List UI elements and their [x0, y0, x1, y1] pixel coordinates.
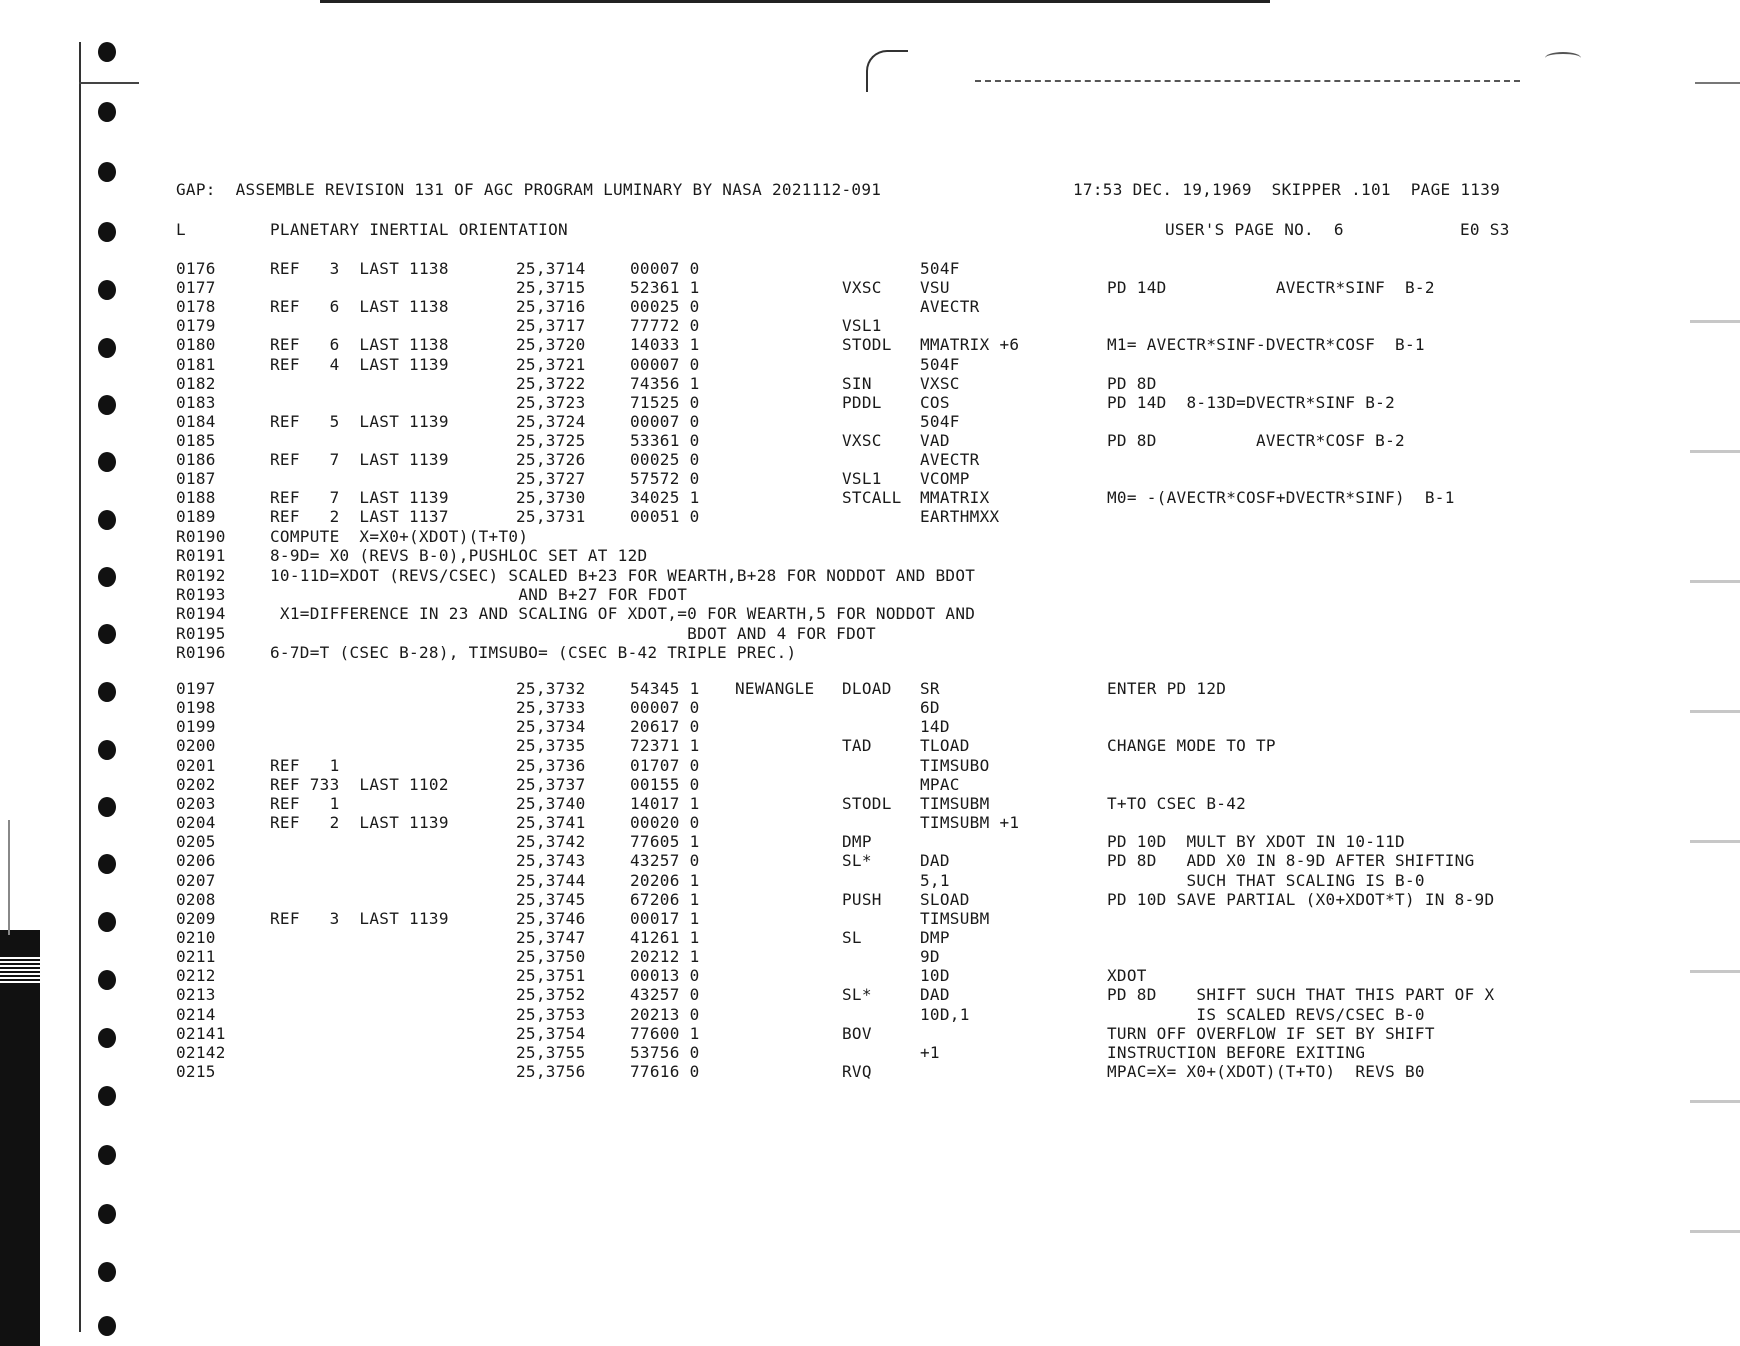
opcode: VSL1 — [842, 469, 882, 489]
operand: +1 — [920, 1042, 940, 1062]
comment: SUCH THAT SCALING IS B-0 — [1107, 870, 1425, 890]
top-edge-line — [320, 0, 1270, 3]
comment: PD 14D 8-13D=DVECTR*SINF B-2 — [1107, 392, 1396, 412]
opcode: STCALL — [842, 488, 902, 508]
section-title: PLANETARY INERTIAL ORIENTATION — [270, 220, 568, 239]
ref-info: REF 2 LAST 1137 — [270, 507, 449, 527]
operand: MMATRIX — [920, 488, 990, 508]
operand: 504F — [920, 411, 960, 431]
opcode: STODL — [842, 335, 892, 355]
address: 25,3746 — [516, 908, 586, 928]
line-number: 0213 — [176, 985, 216, 1005]
page-header — [0, 180, 1501, 199]
operand: 10D — [920, 966, 950, 986]
line-number: 0179 — [176, 316, 216, 336]
line-number: 0203 — [176, 793, 216, 813]
octal-word: 53361 0 — [630, 430, 700, 450]
address: 25,3747 — [516, 927, 586, 947]
opcode: DMP — [842, 832, 872, 852]
address: 25,3743 — [516, 851, 586, 871]
address: 25,3751 — [516, 966, 586, 986]
address: 25,3720 — [516, 335, 586, 355]
ref-info: REF 4 LAST 1139 — [270, 354, 449, 374]
punch-hole — [98, 1316, 116, 1336]
octal-word: 34025 1 — [630, 488, 700, 508]
comment: CHANGE MODE TO TP — [1107, 736, 1276, 756]
punch-hole — [98, 797, 116, 817]
line-number: 0184 — [176, 411, 216, 431]
page-subheader — [0, 220, 1510, 239]
operand: 6D — [920, 698, 940, 718]
address: 25,3740 — [516, 793, 586, 813]
punch-hole — [98, 1204, 116, 1224]
scan-edge-line — [8, 820, 10, 935]
comment: M0= -(AVECTR*COSF+DVECTR*SINF) B-1 — [1107, 488, 1455, 508]
operand: TIMSUBO — [920, 755, 990, 775]
line-number: 02141 — [176, 1023, 226, 1043]
opcode: STODL — [842, 793, 892, 813]
operand: DMP — [920, 927, 950, 947]
octal-word: 67206 1 — [630, 889, 700, 909]
octal-word: 71525 0 — [630, 392, 700, 412]
line-number: 0197 — [176, 679, 216, 698]
octal-word: 53756 0 — [630, 1042, 700, 1062]
punch-hole — [98, 280, 116, 300]
punch-hole — [98, 1028, 116, 1048]
octal-word: 00007 0 — [630, 411, 700, 431]
octal-word: 00017 1 — [630, 908, 700, 928]
comment: ENTER PD 12D — [1107, 679, 1227, 698]
comment: PD 10D MULT BY XDOT IN 10-11D — [1107, 832, 1405, 852]
address: 25,3730 — [516, 488, 586, 508]
punch-hole — [98, 1262, 116, 1282]
octal-word: 00007 0 — [630, 259, 700, 278]
operand: 5,1 — [920, 870, 950, 890]
opcode: VXSC — [842, 430, 882, 450]
opcode: BOV — [842, 1023, 872, 1043]
line-number: 0188 — [176, 488, 216, 508]
octal-word: 14017 1 — [630, 793, 700, 813]
operand: 504F — [920, 259, 960, 278]
octal-word: 43257 0 — [630, 985, 700, 1005]
ref-info: REF 2 LAST 1139 — [270, 813, 449, 833]
address: 25,3756 — [516, 1062, 586, 1081]
operand: SR — [920, 679, 940, 698]
address: 25,3753 — [516, 1004, 586, 1024]
line-number: 0183 — [176, 392, 216, 412]
line-number: 0187 — [176, 469, 216, 489]
octal-word: 14033 1 — [630, 335, 700, 355]
punch-hole — [98, 567, 116, 587]
line-number: 0201 — [176, 755, 216, 775]
operand: AVECTR — [920, 450, 980, 469]
address: 25,3744 — [516, 870, 586, 890]
ref-info: REF 6 LAST 1138 — [270, 297, 449, 317]
operand: TIMSUBM — [920, 793, 990, 813]
opcode: SL* — [842, 851, 872, 871]
comment: XDOT — [1107, 966, 1147, 986]
octal-word: 43257 0 — [630, 851, 700, 871]
address: 25,3742 — [516, 832, 586, 852]
address: 25,3727 — [516, 469, 586, 489]
punch-hole — [98, 740, 116, 760]
address: 25,3724 — [516, 411, 586, 431]
punch-hole — [98, 162, 116, 182]
line-number: 0198 — [176, 698, 216, 718]
operand: VXSC — [920, 373, 960, 393]
octal-word: 00007 0 — [630, 698, 700, 718]
octal-word: 00155 0 — [630, 774, 700, 794]
comment: PD 8D AVECTR*COSF B-2 — [1107, 430, 1405, 450]
remark-number: R0190 — [176, 527, 226, 546]
address: 25,3731 — [516, 507, 586, 527]
octal-word: 41261 1 — [630, 927, 700, 947]
comment: PD 14D AVECTR*SINF B-2 — [1107, 278, 1435, 298]
header-date-page: 17:53 DEC. 19,1969 SKIPPER .101 PAGE 1139 — [1073, 180, 1501, 199]
operand: TIMSUBM +1 — [920, 813, 1020, 833]
operand: 14D — [920, 717, 950, 737]
line-number: 0215 — [176, 1062, 216, 1081]
punch-hole — [98, 624, 116, 644]
address: 25,3722 — [516, 373, 586, 393]
page-code: E0 S3 — [1460, 220, 1510, 239]
remark-text: X1=DIFFERENCE IN 23 AND SCALING OF XDOT,=0 FOR WEARTH,5 FOR NODDOT AND — [270, 604, 976, 624]
octal-word: 74356 1 — [630, 373, 700, 393]
label: NEWANGLE — [735, 679, 815, 698]
line-number: 0185 — [176, 430, 216, 450]
opcode: RVQ — [842, 1062, 872, 1081]
address: 25,3745 — [516, 889, 586, 909]
opcode: VSL1 — [842, 316, 882, 336]
operand: SLOAD — [920, 889, 970, 909]
address: 25,3734 — [516, 717, 586, 737]
line-number: 0199 — [176, 717, 216, 737]
opcode: SL* — [842, 985, 872, 1005]
octal-word: 54345 1 — [630, 679, 700, 698]
octal-word: 77605 1 — [630, 832, 700, 852]
remark-number: R0191 — [176, 546, 226, 566]
comment: TURN OFF OVERFLOW IF SET BY SHIFT — [1107, 1023, 1435, 1043]
octal-word: 77616 0 — [630, 1062, 700, 1081]
opcode: VXSC — [842, 278, 882, 298]
scan-edge-stripes — [0, 955, 40, 983]
operand: 9D — [920, 947, 940, 967]
punch-hole — [98, 102, 116, 122]
punch-hole — [98, 1086, 116, 1106]
octal-word: 20617 0 — [630, 717, 700, 737]
address: 25,3752 — [516, 985, 586, 1005]
line-number: 0178 — [176, 297, 216, 317]
opcode: SL — [842, 927, 862, 947]
octal-word: 57572 0 — [630, 469, 700, 489]
comment: INSTRUCTION BEFORE EXITING — [1107, 1042, 1366, 1062]
address: 25,3741 — [516, 813, 586, 833]
line-number: 0206 — [176, 851, 216, 871]
comment: MPAC=X= X0+(XDOT)(T+TO) REVS B0 — [1107, 1062, 1425, 1081]
octal-word: 00025 0 — [630, 450, 700, 469]
address: 25,3717 — [516, 316, 586, 336]
octal-word: 00020 0 — [630, 813, 700, 833]
octal-word: 72371 1 — [630, 736, 700, 756]
address: 25,3725 — [516, 430, 586, 450]
octal-word: 00025 0 — [630, 297, 700, 317]
remark-number: R0193 — [176, 584, 226, 604]
ref-info: REF 6 LAST 1138 — [270, 335, 449, 355]
address: 25,3750 — [516, 947, 586, 967]
octal-word: 20213 0 — [630, 1004, 700, 1024]
users-page-number: USER'S PAGE NO. 6 — [1165, 220, 1344, 239]
ref-info: REF 733 LAST 1102 — [270, 774, 449, 794]
address: 25,3736 — [516, 755, 586, 775]
operand: DAD — [920, 985, 950, 1005]
operand: VSU — [920, 278, 950, 298]
address: 25,3715 — [516, 278, 586, 298]
line-number: 0208 — [176, 889, 216, 909]
line-number: 0210 — [176, 927, 216, 947]
ref-info: REF 7 LAST 1139 — [270, 488, 449, 508]
remark-number: R0194 — [176, 604, 226, 624]
remark-text: 6-7D=T (CSEC B-28), TIMSUBO= (CSEC B-42 TRIPLE PREC.) — [270, 642, 797, 662]
comment: IS SCALED REVS/CSEC B-0 — [1107, 1004, 1425, 1024]
remark-text: AND B+27 FOR FDOT — [270, 584, 688, 604]
octal-word: 00007 0 — [630, 354, 700, 374]
paper-fold-mark-right — [1545, 52, 1581, 64]
address: 25,3755 — [516, 1042, 586, 1062]
punch-hole — [98, 42, 116, 62]
line-number: 0202 — [176, 774, 216, 794]
comment: PD 8D — [1107, 373, 1157, 393]
address: 25,3737 — [516, 774, 586, 794]
operand: 504F — [920, 354, 960, 374]
punch-hole — [98, 395, 116, 415]
right-edge-rule — [1695, 82, 1740, 84]
line-number: 0212 — [176, 966, 216, 986]
paper-fold-mark — [866, 50, 908, 92]
opcode: PDDL — [842, 392, 882, 412]
remark-text: COMPUTE X=X0+(XDOT)(T+T0) — [270, 527, 529, 546]
operand: EARTHMXX — [920, 507, 1000, 527]
operand: TLOAD — [920, 736, 970, 756]
address: 25,3735 — [516, 736, 586, 756]
address: 25,3754 — [516, 1023, 586, 1043]
ref-info: REF 3 LAST 1139 — [270, 908, 449, 928]
line-number: 0211 — [176, 947, 216, 967]
operand: COS — [920, 392, 950, 412]
line-number: 0214 — [176, 1004, 216, 1024]
octal-word: 01707 0 — [630, 755, 700, 775]
dashed-rule — [975, 80, 1520, 82]
line-number: 0205 — [176, 832, 216, 852]
address: 25,3732 — [516, 679, 586, 698]
opcode: DLOAD — [842, 679, 892, 698]
address: 25,3721 — [516, 354, 586, 374]
opcode: TAD — [842, 736, 872, 756]
punch-hole — [98, 682, 116, 702]
line-number: 0182 — [176, 373, 216, 393]
ref-info: REF 1 — [270, 793, 340, 813]
address: 25,3723 — [516, 392, 586, 412]
line-number: 0209 — [176, 908, 216, 928]
line-number: 0186 — [176, 450, 216, 469]
operand: MPAC — [920, 774, 960, 794]
remark-number: R0196 — [176, 642, 226, 662]
scan-noise-strip — [1690, 240, 1740, 1300]
line-number: 0177 — [176, 278, 216, 298]
line-number: 0176 — [176, 259, 216, 278]
punch-hole — [98, 338, 116, 358]
ref-info: REF 1 — [270, 755, 340, 775]
punch-hole — [98, 1145, 116, 1165]
address: 25,3716 — [516, 297, 586, 317]
comment: PD 8D SHIFT SUCH THAT THIS PART OF X — [1107, 985, 1495, 1005]
scan-edge-bar — [0, 930, 40, 1346]
binder-margin-line — [79, 42, 81, 1332]
remark-number: R0192 — [176, 565, 226, 585]
line-number: 0181 — [176, 354, 216, 374]
remark-text: 8-9D= X0 (REVS B-0),PUSHLOC SET AT 12D — [270, 546, 648, 566]
octal-word: 20212 1 — [630, 947, 700, 967]
address: 25,3726 — [516, 450, 586, 469]
line-number: 0200 — [176, 736, 216, 756]
punch-hole — [98, 510, 116, 530]
subheader-flag: L — [176, 220, 186, 239]
ref-info: REF 5 LAST 1139 — [270, 411, 449, 431]
margin-tick — [79, 82, 139, 84]
address: 25,3733 — [516, 698, 586, 718]
punch-hole — [98, 854, 116, 874]
line-number: 02142 — [176, 1042, 226, 1062]
octal-word: 52361 1 — [630, 278, 700, 298]
operand: VCOMP — [920, 469, 970, 489]
punch-hole — [98, 222, 116, 242]
remark-text: BDOT AND 4 FOR FDOT — [270, 623, 876, 643]
comment: PD 8D ADD X0 IN 8-9D AFTER SHIFTING — [1107, 851, 1475, 871]
opcode: SIN — [842, 373, 872, 393]
line-number: 0204 — [176, 813, 216, 833]
line-number: 0189 — [176, 507, 216, 527]
header-title: GAP: ASSEMBLE REVISION 131 OF AGC PROGRAM LUMINARY BY NASA 2021112-091 — [176, 180, 882, 199]
comment: PD 10D SAVE PARTIAL (X0+XDOT*T) IN 8-9D — [1107, 889, 1495, 909]
line-number: 0180 — [176, 335, 216, 355]
ref-info: REF 3 LAST 1138 — [270, 259, 449, 278]
operand: VAD — [920, 430, 950, 450]
operand: MMATRIX +6 — [920, 335, 1020, 355]
line-number: 0207 — [176, 870, 216, 890]
remark-text: 10-11D=XDOT (REVS/CSEC) SCALED B+23 FOR WEARTH,B+28 FOR NODDOT AND BDOT — [270, 565, 976, 585]
punch-hole — [98, 970, 116, 990]
punch-hole — [98, 912, 116, 932]
octal-word: 77772 0 — [630, 316, 700, 336]
address: 25,3714 — [516, 259, 586, 278]
operand: DAD — [920, 851, 950, 871]
opcode: PUSH — [842, 889, 882, 909]
ref-info: REF 7 LAST 1139 — [270, 450, 449, 469]
comment: T+TO CSEC B-42 — [1107, 793, 1247, 813]
octal-word: 00051 0 — [630, 507, 700, 527]
operand: 10D,1 — [920, 1004, 970, 1024]
octal-word: 77600 1 — [630, 1023, 700, 1043]
octal-word: 20206 1 — [630, 870, 700, 890]
octal-word: 00013 0 — [630, 966, 700, 986]
comment: M1= AVECTR*SINF-DVECTR*COSF B-1 — [1107, 335, 1425, 355]
operand: AVECTR — [920, 297, 980, 317]
operand: TIMSUBM — [920, 908, 990, 928]
remark-number: R0195 — [176, 623, 226, 643]
punch-hole — [98, 452, 116, 472]
